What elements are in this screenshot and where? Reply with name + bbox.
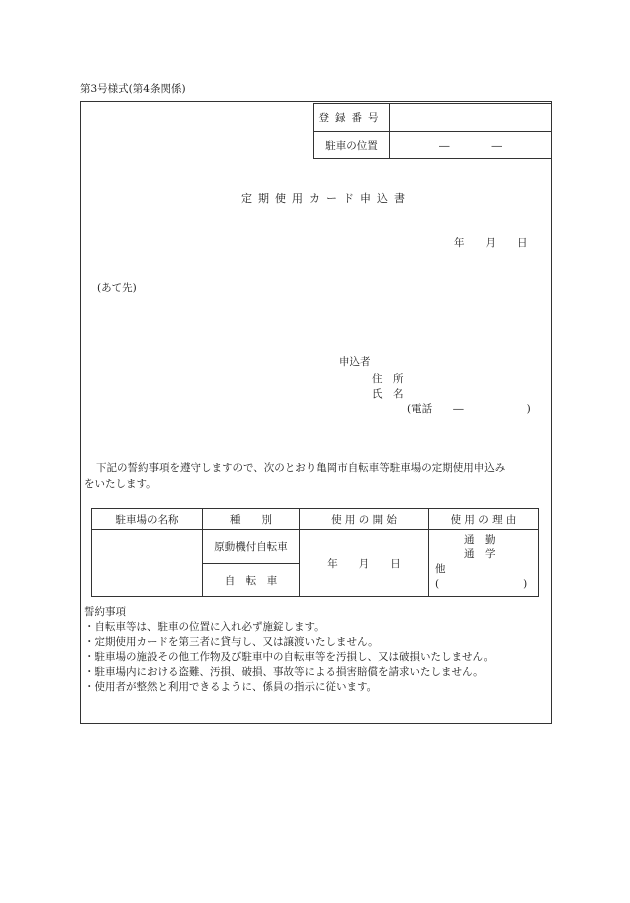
pledge-item: ・自転車等は、駐車の位置に入れ必ず施錠します。	[84, 621, 325, 633]
applicant-heading: 申込者	[339, 356, 371, 368]
header-type: 種 別	[203, 509, 300, 530]
header-parking-name: 駐車場の名称	[92, 509, 203, 530]
pledge-item: ・駐車場内における盗難、汚損、破損、事故等による損害賠償を請求いたしません。	[84, 666, 484, 678]
reason-other[interactable]: 他	[435, 563, 446, 575]
pledge-item: ・駐車場の施設その他工作物及び駐車中の自転車等を汚損し、又は破損いたしません。	[84, 651, 495, 663]
applicant-address-label: 住 所	[372, 373, 404, 385]
type-option-bicycle[interactable]: 自 転 車	[203, 564, 300, 597]
parking-position-field[interactable]: ― ―	[390, 132, 552, 159]
pledge-item: ・使用者が整然と利用できるように、係員の指示に従います。	[84, 681, 378, 693]
parking-position-label: 駐車の位置	[314, 132, 390, 159]
application-date[interactable]: 年 月 日	[454, 237, 528, 249]
parking-name-cell[interactable]	[92, 530, 203, 597]
registration-number-label: 登録番号	[314, 104, 390, 132]
addressee-label: (あて先)	[97, 282, 137, 294]
header-start: 使 用 の 開 始	[300, 509, 429, 530]
pledge-heading: 誓約事項	[84, 606, 126, 618]
applicant-name-label: 氏 名	[372, 388, 404, 400]
reason-commute-work[interactable]: 通 勤	[464, 534, 496, 546]
header-reason: 使 用 の 理 由	[429, 509, 539, 530]
statement-line-2: をいたします。	[84, 478, 157, 490]
registration-table	[313, 103, 552, 159]
reason-other-detail[interactable]: ( )	[435, 578, 528, 590]
reason-cell[interactable]	[429, 530, 539, 597]
start-date-cell[interactable]: 年 月 日	[300, 530, 429, 597]
registration-number-field[interactable]	[390, 104, 552, 132]
form-number: 第3号様式(第4条関係)	[80, 83, 186, 95]
applicant-phone: (電話 ― )	[407, 403, 531, 415]
reason-commute-school[interactable]: 通 学	[464, 548, 496, 560]
type-option-moped[interactable]: 原動機付自転車	[203, 530, 300, 564]
application-table	[91, 508, 539, 597]
statement-line-1: 下記の誓約事項を遵守しますので、次のとおり亀岡市自転車等駐車場の定期使用申込み	[96, 462, 506, 474]
pledge-item: ・定期使用カードを第三者に貸与し、又は譲渡いたしません。	[84, 636, 379, 648]
form-title: 定期使用カード申込書	[241, 192, 411, 205]
